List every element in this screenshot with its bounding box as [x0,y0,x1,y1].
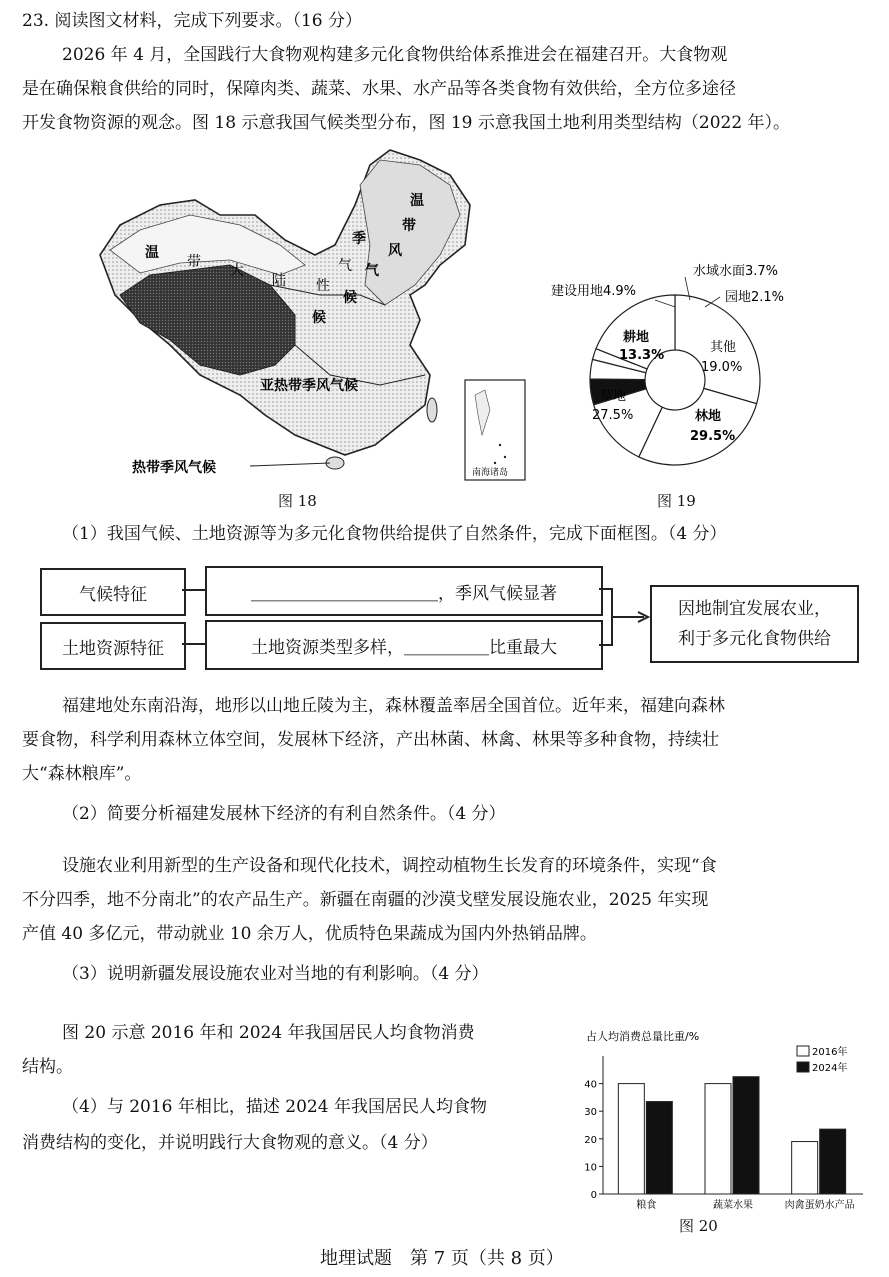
label-caodi-val: 27.5% [592,408,634,423]
label-tropical: 热带季风气候 [132,460,216,476]
label-tm-5: 气 [365,263,379,279]
q3-prompt: （3）说明新疆发展设施农业对当地的有利影响。（4 分） [62,964,489,984]
y-tick-label-2: 20 [584,1134,597,1146]
land-blank: 土地资源类型多样，＿＿＿＿＿比重最大 [251,637,557,658]
label-lindi-name: 林地 [695,409,722,424]
intro-line-1: 2026 年 4 月，全国践行大食物观构建多元化食物供给体系推进会在福建召开。大食物观 [62,45,728,65]
fig20-text-2: 结构。 [22,1057,73,1077]
connector-climate [182,589,205,591]
label-tm-1: 温 [410,193,424,209]
y-tick-label-0: 0 [590,1190,597,1201]
result-line-2: 利于多元化食物供给 [678,629,831,649]
q4-line-1: （4）与 2016 年相比，描述 2024 年我国居民人均食物 [62,1097,487,1117]
xinjiang-line-2: 不分四季，地不分南北”的农产品生产。新疆在南疆的沙漠戈壁发展设施农业，2025 年实现 [22,890,709,910]
label-gengdi-val: 13.3% [619,348,665,363]
label-tm-2: 带 [402,218,416,234]
intro-line-3: 开发食物资源的观念。图 18 示意我国气候类型分布，图 19 示意我国土地利用类型结构（2022 年）。 [22,113,791,133]
label-qita-val: 19.0% [701,360,743,375]
fig18-caption: 图 18 [278,492,317,510]
label-tc-5: 性 [316,278,330,294]
fig20-caption: 图 20 [679,1217,718,1235]
land-label-box [40,622,186,670]
legend-swatch-2016 [797,1046,809,1056]
label-tc-7: 候 [312,310,326,326]
label-shuiyu: 水域水面3.7% [693,264,779,279]
label-jianshe: 建设用地4.9% [551,284,637,299]
label-caodi-name: 草地 [600,389,627,404]
label-subtropical: 亚热带季风气候 [260,378,358,394]
consumption-bar-chart [578,1026,873,1216]
land-use-pie-figure [545,255,805,490]
climate-map-figure [80,145,550,490]
fujian-line-2: 要食物，科学利用森林立体空间，发展林下经济，产出林菌、林禽、林果等多种食物，持续壮 [22,730,719,750]
label-tc-6: 气 [338,258,352,274]
bar-2-0 [792,1142,818,1194]
legend-2024: 2024年 [812,1063,848,1074]
label-tm-3: 季 [352,231,366,247]
category-label-1: 蔬菜水果 [713,1200,753,1211]
category-label-0: 粮食 [636,1200,657,1211]
page-footer: 地理试题 第 7 页（共 8 页） [320,1248,564,1269]
xinjiang-line-1: 设施农业利用新型的生产设备和现代化技术，调控动植物生长发育的环境条件，实现“食 [62,856,717,876]
label-tm-4: 风 [388,243,402,259]
label-tm-6: 候 [343,290,357,306]
climate-answer-box [205,566,603,616]
label-tc-2: 带 [187,254,201,270]
result-line-1: 因地制宜发展农业， [678,599,831,619]
fujian-line-3: 大“森林粮库”。 [22,764,142,784]
y-axis-label: 占人均消费总量比重/% [586,1030,700,1043]
climate-label: 气候特征 [79,584,147,605]
legend-2016: 2016年 [812,1047,848,1058]
connector-land [182,643,205,645]
label-gengdi-name: 耕地 [623,330,650,345]
label-yuandi: 园地2.1% [725,290,785,305]
pie-slice-1 [639,388,757,465]
bar-2-1 [820,1129,846,1194]
label-tc-1: 温 [145,245,159,261]
fig19-caption: 图 19 [657,492,696,510]
climate-label-box [40,568,186,616]
bracket-arrow [598,585,650,651]
category-label-2: 肉禽蛋奶水产品 [784,1200,855,1211]
bar-0-0 [618,1084,644,1194]
bar-1-1 [733,1077,759,1194]
climate-blank: ＿＿＿＿＿＿＿＿＿＿＿，季风气候显著 [251,583,557,604]
fujian-line-1: 福建地处东南沿海，地形以山地丘陵为主，森林覆盖率居全国首位。近年来，福建向森林 [62,696,725,716]
y-tick-label-3: 30 [584,1107,597,1119]
y-tick-label-4: 40 [584,1079,597,1091]
y-tick-label-1: 10 [584,1162,597,1174]
intro-line-2: 是在确保粮食供给的同时，保障肉类、蔬菜、水果、水产品等各类食物有效供给，全方位多途径 [22,79,736,99]
bar-1-0 [705,1084,731,1194]
q1-prompt: （1）我国气候、土地资源等为多元化食物供给提供了自然条件，完成下面框图。（4 分） [62,524,727,544]
q4-line-2: 消费结构的变化，并说明践行大食物观的意义。（4 分） [22,1133,438,1153]
legend-swatch-2024 [797,1062,809,1072]
south-sea-inset [465,380,525,480]
xinjiang-line-3: 产值 40 多亿元，带动就业 10 余万人，优质特色果蔬成为国内外热销品牌。 [22,924,597,944]
land-answer-box [205,620,603,670]
label-qita-name: 其他 [710,340,737,355]
land-label: 土地资源特征 [62,638,164,659]
label-lindi-val: 29.5% [690,429,736,444]
taiwan-island [427,398,437,422]
fig20-text-1: 图 20 示意 2016 年和 2024 年我国居民人均食物消费 [62,1023,475,1043]
result-box [650,585,859,663]
question-header: 23. 阅读图文材料，完成下列要求。（16 分） [22,11,362,31]
label-tc-4: 陆 [272,273,286,289]
bar-0-1 [646,1102,672,1194]
south-sea-label: 南海诸岛 [472,468,509,478]
label-tc-3: 大 [230,263,244,279]
q2-prompt: （2）简要分析福建发展林下经济的有利自然条件。（4 分） [62,804,506,824]
